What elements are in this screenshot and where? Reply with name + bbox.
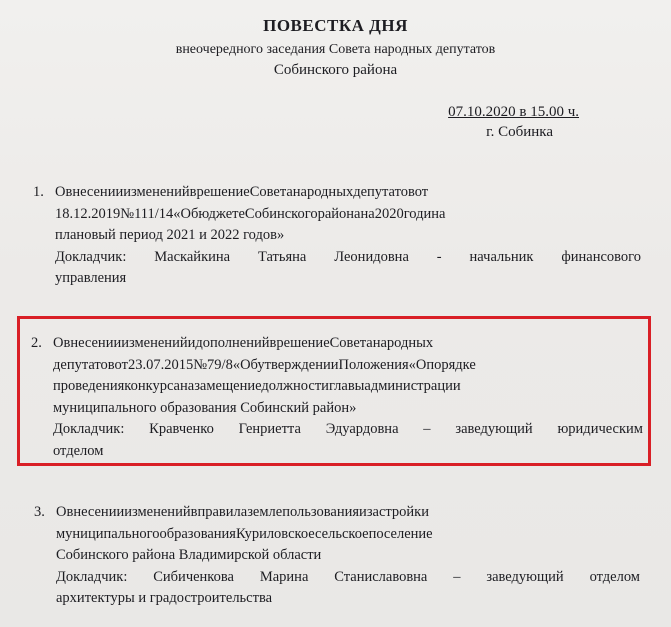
agenda-item-number: 2.: [31, 335, 42, 351]
reporter-line: управления: [55, 270, 127, 286]
agenda-item-text: [56, 502, 640, 567]
agenda-item-line: 18.12.2019№111/14«ОбюджетеСобинскогорайонана2020година: [55, 205, 446, 222]
item-2-highlight-box: [17, 316, 651, 466]
agenda-item-line: Собинского района Владимирской области: [56, 547, 322, 563]
meeting-date: 07.10.2020 в 15.00 ч.: [448, 104, 579, 120]
reporter-line: отделом: [53, 442, 104, 459]
agenda-item-line: муниципальногообразованияКуриловскоесельскоепоселение: [56, 525, 433, 542]
agenda-item-reporter: [56, 567, 640, 610]
reporter-line: архитектуры и градостроительства: [56, 590, 273, 606]
agenda-item-line: депутатовот23.07.2015№79/8«ОбутвержденииПоложения«Опорядке: [53, 356, 476, 373]
agenda-item-text: [55, 182, 641, 247]
reporter-line: Докладчик: Маскайкина Татьяна Леонидовна - начальник финансового: [55, 248, 641, 265]
agenda-item-line: проведенияконкурсаназамещениедолжностиглавыадминистрации: [53, 378, 461, 394]
agenda-item-reporter: [55, 247, 641, 290]
agenda-item-line: ОвнесенииизмененийврешениеСоветанародныхдепутатовот: [55, 184, 429, 200]
agenda-item-line: Овнесенииизмененийвправилаземлепользованияизастройки: [56, 504, 429, 520]
document-title: ПОВЕСТКА ДНЯ: [263, 16, 408, 35]
reporter-line: Докладчик: Кравченко Генриетта Эдуардовна – заведующий юридическим: [53, 421, 643, 437]
agenda-item-1: [33, 182, 641, 290]
agenda-item-number: 3.: [34, 504, 45, 520]
agenda-item-line: плановый период 2021 и 2022 годов»: [55, 227, 285, 243]
reporter-line: Докладчик: Сибиченкова Марина Станиславовна – заведующий отделом: [56, 568, 640, 585]
agenda-item-number: 1.: [33, 184, 44, 200]
document-subtitle-line-2: Собинского района: [273, 62, 398, 78]
document-subtitle-line-1: внеочередного заседания Совета народных депутатов: [175, 42, 496, 57]
meeting-city: г. Собинка: [486, 124, 553, 140]
agenda-item-3: [34, 502, 640, 610]
agenda-item-line: ОвнесенииизмененийидополненийврешениеСоветанародных: [53, 335, 434, 351]
agenda-item-line: муниципального образования Собинский район»: [53, 399, 357, 416]
